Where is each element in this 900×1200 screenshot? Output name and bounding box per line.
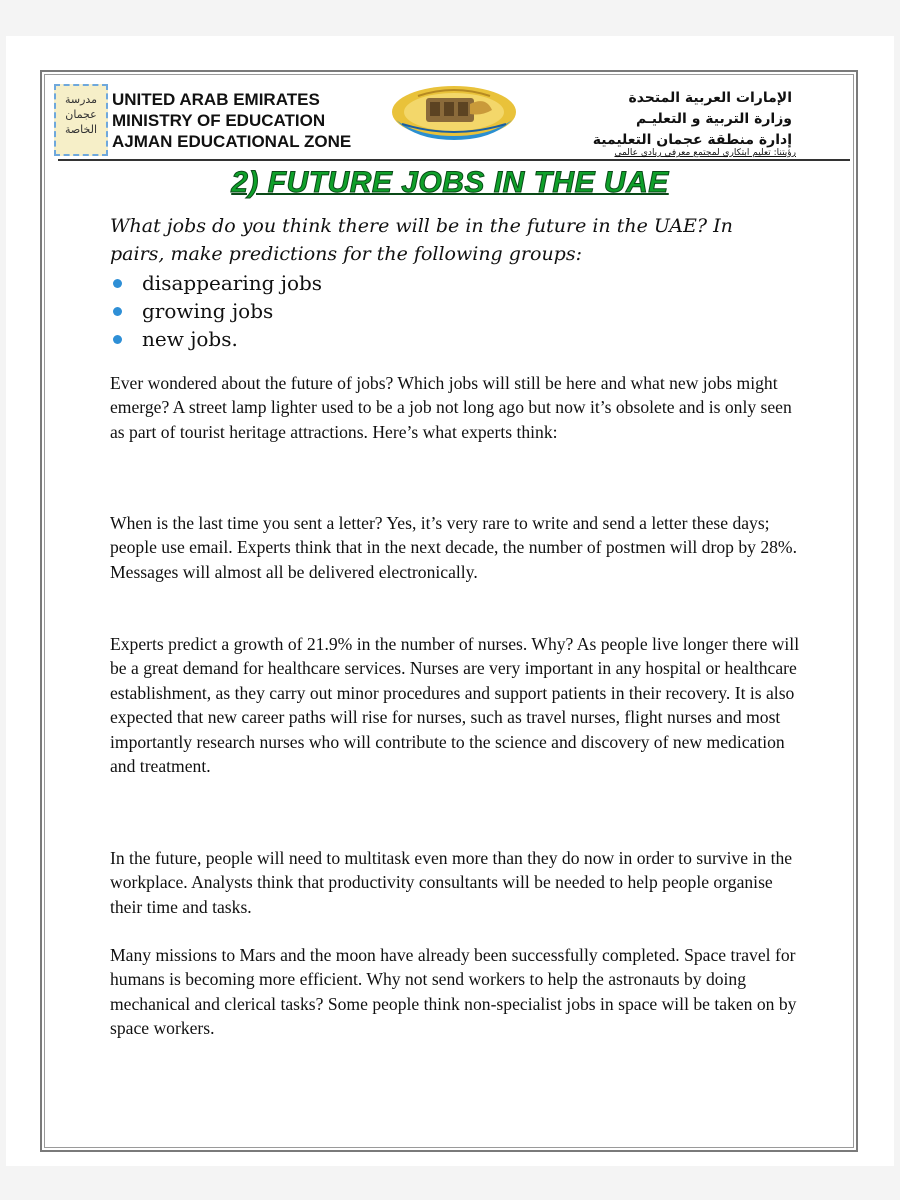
list-item [110, 269, 322, 297]
school-stamp-line: عجمان [65, 108, 97, 121]
header-arabic-zone: إدارة منطقة عجمان التعليمية [592, 132, 792, 148]
list-item [110, 297, 322, 325]
header-zone: AJMAN EDUCATIONAL ZONE [112, 132, 352, 151]
header-ministry: MINISTRY OF EDUCATION [112, 111, 326, 130]
header-arabic [593, 88, 792, 151]
bullet-icon [113, 307, 122, 316]
space-workers-paragraph: Many missions to Mars and the moon have already been successfully completed. Space travel for humans is becoming more efficient. Why not send workers to help the astronauts by doing mechanical and clerical tasks? Some people think non-specialist jobs in space will be taken on by space workers. [110, 945, 797, 1039]
header-motto: رؤيتنا: تعليم ابتكاري لمجتمع معرفي ريادي عالمي [614, 148, 796, 158]
school-stamp [54, 84, 108, 156]
list-item [110, 325, 322, 353]
bullet-icon [113, 279, 122, 288]
header-arabic-country: الإمارات العربية المتحدة [628, 90, 792, 106]
productivity-paragraph: In the future, people will need to multitask even more than they do now in order to survive in the workplace. Analysts think that productivity consultants will be needed to help people organise their time and tasks. [110, 848, 793, 917]
ajman-zone-logo-icon [388, 82, 520, 140]
bullet-icon [113, 335, 122, 344]
task-question: What jobs do you think there will be in the future in the UAE? In pairs, make predictions for the following groups: [110, 215, 733, 265]
header-english [112, 89, 351, 152]
list-item-label: new jobs. [142, 327, 238, 351]
header-country: UNITED ARAB EMIRATES [112, 90, 320, 109]
header-divider [58, 159, 850, 161]
postmen-paragraph: When is the last time you sent a letter? Yes, it’s very rare to write and send a letter these days; people use email. Experts think that in the next decade, the number of postmen will drop by 28%. Messages will almost all be delivered electronically. [110, 513, 797, 582]
school-stamp-line: الخاصة [64, 123, 98, 136]
prediction-groups-list [110, 269, 322, 353]
school-stamp-line: مدرسة [64, 93, 98, 106]
nurses-paragraph: Experts predict a growth of 21.9% in the number of nurses. Why? As people live longer there will be a great demand for healthcare services. Nurses are very important in any hospital or healthcare establishment, as they carry out minor procedures and support patients in their recovery. It is also expected that new career paths will rise for nurses, such as travel nurses, flight nurses and most importantly research nurses who will contribute to the science and discovery of new medication and treatment. [110, 634, 800, 777]
list-item-label: disappearing jobs [142, 271, 323, 295]
header-arabic-ministry: وزارة التربية و التعليـم [635, 111, 792, 127]
page-title: 2) FUTURE JOBS IN THE UAE [231, 166, 669, 199]
intro-paragraph: Ever wondered about the future of jobs? Which jobs will still be here and what new jobs might emerge? A street lamp lighter used to be a job not long ago but now it’s obsolete and is only seen as part of tourist heritage attractions. Here’s what experts think: [110, 373, 792, 442]
list-item-label: growing jobs [142, 299, 274, 323]
